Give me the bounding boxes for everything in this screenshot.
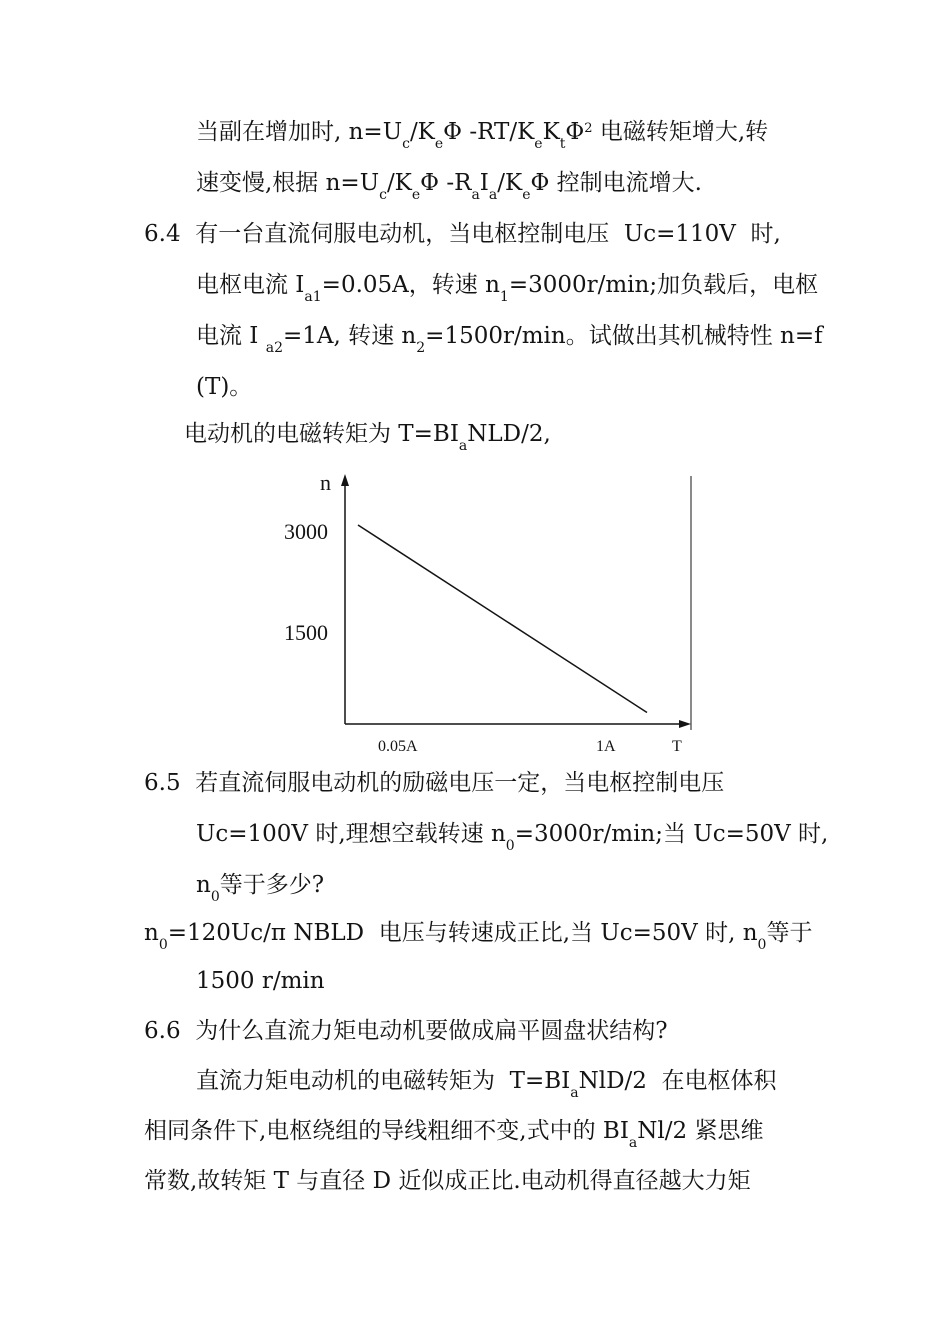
text-segment: n [144,920,159,946]
subscript: a [458,438,468,454]
text-segment: Uc=100V 时,理想空载转速 n [196,821,506,847]
text-segment: Φ -RT/K [443,119,535,145]
text-segment: Φ [565,119,585,145]
text-line-l4 [196,270,819,305]
subscript: e [522,187,531,203]
text-segment: =120Uc/π NBLD 电压与转速成正比,当 Uc=50V 时, n [167,920,758,946]
subscript: a2 [265,340,283,356]
text-line-l3 [144,219,781,249]
text-segment: 常数,故转矩 T 与直径 D 近似成正比.电动机得直径越大力矩 [144,1168,751,1194]
x-axis-label: T [672,738,682,755]
subscript: 0 [158,937,168,953]
text-segment: Φ 控制电流增大. [530,170,702,196]
subscript: c [402,136,410,152]
text-segment: (T)。 [196,374,253,400]
text-line-l6 [196,372,252,402]
subscript: a [570,1085,579,1101]
text-segment: =0.05A，转速 n [321,272,500,298]
subscript: c [379,187,387,203]
subscript: a [628,1135,638,1151]
text-line-l1 [196,117,769,152]
subscript: e [534,136,543,152]
superscript: 2 [584,121,593,136]
subscript: t [559,136,566,152]
subscript: a [471,187,480,203]
subscript: 0 [757,937,767,953]
subscript: 0 [210,889,220,905]
text-segment: 电枢电流 I [196,272,305,298]
text-line-l10 [196,870,325,905]
x-axis-arrow-icon [679,720,691,728]
text-line-l15 [144,1116,764,1151]
y-axis-label: n [320,470,331,495]
subscript: 0 [505,838,515,854]
y-tick-label-3000: 3000 [284,519,328,544]
text-segment: =3000r/min;加负载后，电枢 [508,272,819,298]
text-segment: /K [409,119,435,145]
mechanical-characteristic-graph [270,462,700,762]
text-line-l9 [196,819,829,854]
text-segment: =1500r/min。试做出其机械特性 n=f [425,323,823,349]
text-line-l5 [196,321,823,356]
text-segment: 6.6 为什么直流力矩电动机要做成扁平圆盘状结构? [144,1018,668,1044]
text-segment: =1A, 转速 n [282,323,417,349]
text-segment: 电磁转矩增大,转 [592,119,769,145]
text-line-l13 [144,1016,668,1046]
subscript: e [411,187,421,203]
text-segment: /K [497,170,523,196]
text-segment: NlD/2 在电枢体积 [578,1068,777,1094]
text-segment: 等于多少? [219,872,325,898]
text-segment: 1500 r/min [196,968,325,994]
text-segment: Nl/2 紧思维 [637,1118,764,1144]
subscript: a [488,187,498,203]
subscript: 1 [499,289,509,305]
text-line-l14 [196,1066,777,1101]
subscript: 2 [416,340,426,356]
text-segment: 6.4 有一台直流伺服电动机，当电枢控制电压 Uc=110V 时, [144,221,781,247]
text-line-l16 [144,1166,751,1196]
text-segment: K [542,119,560,145]
subscript: e [434,136,444,152]
subscript: a1 [304,289,322,305]
text-segment: n [196,872,211,898]
series-line [358,525,647,713]
x-tick-label-1A: 1A [596,738,616,755]
text-segment: 等于 [766,920,813,946]
text-line-l12 [196,966,325,996]
text-segment: NLD/2, [467,421,551,447]
x-tick-label-0.05A: 0.05A [378,738,418,755]
text-line-l2 [196,168,702,203]
text-segment: 6.5 若直流伺服电动机的励磁电压一定，当电枢控制电压 [144,770,725,796]
text-segment: /K [386,170,412,196]
text-segment: 直流力矩电动机的电磁转矩为 T=BI [196,1068,571,1094]
y-axis-arrow-icon [341,474,349,486]
text-segment: 相同条件下,电枢绕组的导线粗细不变,式中的 BI [144,1118,629,1144]
text-segment: =3000r/min;当 Uc=50V 时, [514,821,829,847]
text-segment: 电流 I [196,323,266,349]
text-segment: 当副在增加时, n=U [196,119,403,145]
text-line-l8 [144,768,724,798]
text-segment: 电动机的电磁转矩为 T=BI [184,421,459,447]
text-segment: Φ -R [420,170,472,196]
text-line-l7 [184,419,551,454]
text-segment: I [479,170,489,196]
y-tick-label-1500: 1500 [284,620,328,645]
text-line-l11 [144,918,813,953]
text-segment: 速变慢,根据 n=U [196,170,380,196]
